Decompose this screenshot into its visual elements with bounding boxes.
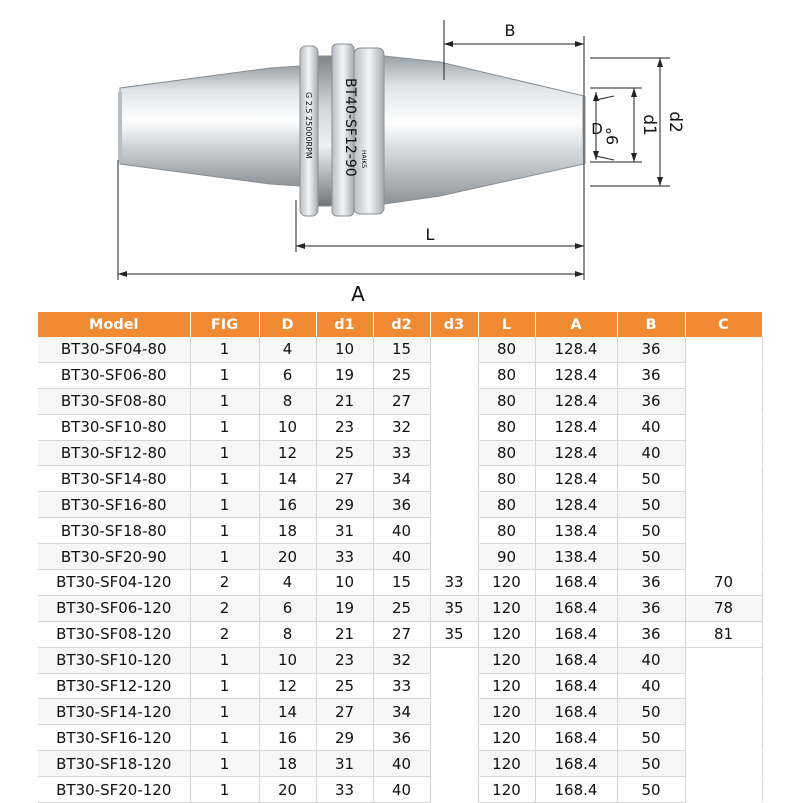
cell-b: 36 bbox=[617, 362, 685, 388]
cell-model: BT30-SF18-120 bbox=[38, 751, 190, 777]
column-header-a: A bbox=[535, 312, 617, 337]
cell-d: 20 bbox=[259, 777, 316, 803]
cell-fig: 1 bbox=[190, 440, 259, 466]
cell-b: 36 bbox=[617, 388, 685, 414]
table-header-row bbox=[38, 312, 762, 337]
cell-l: 90 bbox=[478, 544, 535, 570]
cell-c bbox=[685, 492, 762, 518]
cell-fig: 2 bbox=[190, 595, 259, 621]
cell-d2: 36 bbox=[373, 492, 430, 518]
cell-d2: 25 bbox=[373, 362, 430, 388]
cell-d2: 40 bbox=[373, 777, 430, 803]
cell-b: 36 bbox=[617, 621, 685, 647]
cell-d1: 10 bbox=[316, 337, 373, 362]
cell-model: BT30-SF12-80 bbox=[38, 440, 190, 466]
cell-b: 50 bbox=[617, 751, 685, 777]
cell-c bbox=[685, 751, 762, 777]
cell-l: 120 bbox=[478, 647, 535, 673]
cell-fig: 1 bbox=[190, 673, 259, 699]
cell-fig: 1 bbox=[190, 337, 259, 362]
cell-d1: 19 bbox=[316, 595, 373, 621]
cell-c bbox=[685, 673, 762, 699]
cell-d1: 31 bbox=[316, 518, 373, 544]
cell-d1: 23 bbox=[316, 647, 373, 673]
cell-model: BT30-SF20-90 bbox=[38, 544, 190, 570]
cell-d1: 27 bbox=[316, 699, 373, 725]
column-header-l: L bbox=[478, 312, 535, 337]
cell-l: 120 bbox=[478, 699, 535, 725]
cell-b: 36 bbox=[617, 570, 685, 596]
cell-a: 128.4 bbox=[535, 440, 617, 466]
cell-d3: 33 bbox=[430, 570, 478, 596]
cell-l: 120 bbox=[478, 751, 535, 777]
cell-c bbox=[685, 466, 762, 492]
cell-c bbox=[685, 777, 762, 803]
cell-l: 80 bbox=[478, 440, 535, 466]
cell-d: 8 bbox=[259, 388, 316, 414]
cell-d3 bbox=[430, 414, 478, 440]
cell-b: 50 bbox=[617, 492, 685, 518]
cell-d3 bbox=[430, 440, 478, 466]
cell-d3 bbox=[430, 492, 478, 518]
cell-d1: 33 bbox=[316, 544, 373, 570]
cell-fig: 1 bbox=[190, 777, 259, 803]
cell-b: 50 bbox=[617, 725, 685, 751]
cell-c bbox=[685, 518, 762, 544]
cell-b: 36 bbox=[617, 595, 685, 621]
cell-d: 16 bbox=[259, 492, 316, 518]
cell-model: BT30-SF10-80 bbox=[38, 414, 190, 440]
cell-c: 78 bbox=[685, 595, 762, 621]
table-row bbox=[38, 570, 762, 596]
table-row bbox=[38, 466, 762, 492]
cell-d: 14 bbox=[259, 466, 316, 492]
cell-l: 120 bbox=[478, 725, 535, 751]
cell-model: BT30-SF06-120 bbox=[38, 595, 190, 621]
cell-c bbox=[685, 414, 762, 440]
table-row bbox=[38, 725, 762, 751]
cell-l: 80 bbox=[478, 518, 535, 544]
cell-a: 168.4 bbox=[535, 699, 617, 725]
cell-model: BT30-SF16-120 bbox=[38, 725, 190, 751]
cell-d3 bbox=[430, 388, 478, 414]
table-row bbox=[38, 362, 762, 388]
cell-d: 16 bbox=[259, 725, 316, 751]
cell-d3 bbox=[430, 647, 478, 673]
cell-c bbox=[685, 647, 762, 673]
cone-body bbox=[384, 56, 586, 204]
dim-label-d1: d1 bbox=[639, 114, 659, 136]
table-row bbox=[38, 440, 762, 466]
cell-d2: 36 bbox=[373, 725, 430, 751]
cell-d: 18 bbox=[259, 518, 316, 544]
cell-d: 6 bbox=[259, 595, 316, 621]
cell-model: BT30-SF20-120 bbox=[38, 777, 190, 803]
cell-d1: 21 bbox=[316, 621, 373, 647]
table-row bbox=[38, 673, 762, 699]
cell-d2: 34 bbox=[373, 466, 430, 492]
cell-a: 138.4 bbox=[535, 518, 617, 544]
cell-c bbox=[685, 362, 762, 388]
cell-l: 80 bbox=[478, 362, 535, 388]
cell-b: 50 bbox=[617, 466, 685, 492]
cell-c bbox=[685, 337, 762, 362]
cell-d1: 29 bbox=[316, 492, 373, 518]
cell-b: 36 bbox=[617, 337, 685, 362]
cell-b: 40 bbox=[617, 440, 685, 466]
cell-d1: 29 bbox=[316, 725, 373, 751]
cell-d1: 19 bbox=[316, 362, 373, 388]
cell-d3 bbox=[430, 777, 478, 803]
table-row bbox=[38, 621, 762, 647]
cell-l: 120 bbox=[478, 621, 535, 647]
dim-label-l: L bbox=[425, 225, 435, 244]
cell-b: 40 bbox=[617, 647, 685, 673]
cell-fig: 2 bbox=[190, 570, 259, 596]
cell-a: 128.4 bbox=[535, 492, 617, 518]
cell-d1: 25 bbox=[316, 673, 373, 699]
table-row bbox=[38, 518, 762, 544]
column-header-d1: d1 bbox=[316, 312, 373, 337]
cell-d2: 40 bbox=[373, 751, 430, 777]
cell-c bbox=[685, 699, 762, 725]
tool-holder-drawing bbox=[0, 0, 800, 312]
cell-model: BT30-SF16-80 bbox=[38, 492, 190, 518]
cell-model: BT30-SF14-80 bbox=[38, 466, 190, 492]
cell-l: 80 bbox=[478, 492, 535, 518]
cell-d: 10 bbox=[259, 647, 316, 673]
cell-model: BT30-SF04-80 bbox=[38, 337, 190, 362]
cell-d1: 25 bbox=[316, 440, 373, 466]
cell-d1: 27 bbox=[316, 466, 373, 492]
cell-a: 128.4 bbox=[535, 466, 617, 492]
cell-fig: 1 bbox=[190, 544, 259, 570]
cell-b: 50 bbox=[617, 777, 685, 803]
cell-fig: 1 bbox=[190, 414, 259, 440]
cell-l: 80 bbox=[478, 414, 535, 440]
cell-d: 10 bbox=[259, 414, 316, 440]
cell-d: 14 bbox=[259, 699, 316, 725]
table-row bbox=[38, 699, 762, 725]
cell-d2: 33 bbox=[373, 440, 430, 466]
cell-fig: 1 bbox=[190, 518, 259, 544]
cell-a: 168.4 bbox=[535, 777, 617, 803]
cell-c: 81 bbox=[685, 621, 762, 647]
dim-label-angle: 9° bbox=[603, 126, 622, 146]
cell-a: 138.4 bbox=[535, 544, 617, 570]
cell-c bbox=[685, 440, 762, 466]
cell-d: 8 bbox=[259, 621, 316, 647]
cell-d2: 32 bbox=[373, 647, 430, 673]
cell-model: BT30-SF08-120 bbox=[38, 621, 190, 647]
column-header-d: D bbox=[259, 312, 316, 337]
cell-fig: 1 bbox=[190, 647, 259, 673]
cell-model: BT30-SF08-80 bbox=[38, 388, 190, 414]
cell-a: 128.4 bbox=[535, 388, 617, 414]
cell-d3 bbox=[430, 725, 478, 751]
cell-d3 bbox=[430, 337, 478, 362]
cell-c bbox=[685, 544, 762, 570]
cell-fig: 1 bbox=[190, 699, 259, 725]
cell-d2: 27 bbox=[373, 621, 430, 647]
cell-l: 80 bbox=[478, 466, 535, 492]
cell-d1: 31 bbox=[316, 751, 373, 777]
cell-d2: 34 bbox=[373, 699, 430, 725]
cell-a: 128.4 bbox=[535, 337, 617, 362]
cell-d: 4 bbox=[259, 337, 316, 362]
table-row bbox=[38, 751, 762, 777]
cell-model: BT30-SF04-120 bbox=[38, 570, 190, 596]
dim-label-a: A bbox=[351, 282, 365, 306]
cell-model: BT30-SF12-120 bbox=[38, 673, 190, 699]
cell-a: 168.4 bbox=[535, 595, 617, 621]
dim-label-d2: d2 bbox=[665, 111, 685, 133]
table-row bbox=[38, 595, 762, 621]
table-row bbox=[38, 388, 762, 414]
cell-d3: 35 bbox=[430, 595, 478, 621]
column-header-c: C bbox=[685, 312, 762, 337]
cell-a: 168.4 bbox=[535, 621, 617, 647]
cell-c: 70 bbox=[685, 570, 762, 596]
cell-d: 12 bbox=[259, 673, 316, 699]
cell-model: BT30-SF06-80 bbox=[38, 362, 190, 388]
cell-d3 bbox=[430, 699, 478, 725]
cell-d: 12 bbox=[259, 440, 316, 466]
cell-d: 6 bbox=[259, 362, 316, 388]
cell-d1: 33 bbox=[316, 777, 373, 803]
cell-d3 bbox=[430, 362, 478, 388]
cell-b: 50 bbox=[617, 699, 685, 725]
cell-a: 168.4 bbox=[535, 647, 617, 673]
column-header-b: B bbox=[617, 312, 685, 337]
cell-b: 40 bbox=[617, 414, 685, 440]
spec-table bbox=[38, 312, 763, 803]
cell-a: 128.4 bbox=[535, 362, 617, 388]
table-row bbox=[38, 492, 762, 518]
cell-a: 168.4 bbox=[535, 751, 617, 777]
table-row bbox=[38, 647, 762, 673]
cell-a: 168.4 bbox=[535, 725, 617, 751]
cell-fig: 1 bbox=[190, 725, 259, 751]
column-header-d2: d2 bbox=[373, 312, 430, 337]
table-row bbox=[38, 414, 762, 440]
cell-d2: 40 bbox=[373, 518, 430, 544]
cell-model: BT30-SF18-80 bbox=[38, 518, 190, 544]
cell-b: 50 bbox=[617, 544, 685, 570]
dim-label-b: B bbox=[504, 21, 516, 40]
cell-l: 120 bbox=[478, 570, 535, 596]
cell-c bbox=[685, 725, 762, 751]
cell-d2: 15 bbox=[373, 337, 430, 362]
cell-d2: 27 bbox=[373, 388, 430, 414]
table-body bbox=[38, 337, 762, 803]
cell-l: 120 bbox=[478, 777, 535, 803]
cell-fig: 1 bbox=[190, 362, 259, 388]
cell-d3: 35 bbox=[430, 621, 478, 647]
cell-d3 bbox=[430, 673, 478, 699]
cell-d2: 33 bbox=[373, 673, 430, 699]
cell-d1: 10 bbox=[316, 570, 373, 596]
cell-fig: 1 bbox=[190, 492, 259, 518]
cell-d3 bbox=[430, 466, 478, 492]
cell-d: 4 bbox=[259, 570, 316, 596]
taper-shank bbox=[118, 66, 300, 186]
cell-fig: 2 bbox=[190, 621, 259, 647]
cell-model: BT30-SF10-120 bbox=[38, 647, 190, 673]
cell-fig: 1 bbox=[190, 388, 259, 414]
table-row bbox=[38, 544, 762, 570]
engraved-small: HAIKS bbox=[360, 150, 367, 169]
cell-d2: 40 bbox=[373, 544, 430, 570]
column-header-fig: FIG bbox=[190, 312, 259, 337]
cell-d2: 15 bbox=[373, 570, 430, 596]
cell-fig: 1 bbox=[190, 466, 259, 492]
cell-d3 bbox=[430, 544, 478, 570]
cell-b: 40 bbox=[617, 673, 685, 699]
cell-d3 bbox=[430, 518, 478, 544]
cell-l: 120 bbox=[478, 595, 535, 621]
cell-l: 120 bbox=[478, 673, 535, 699]
cell-d: 20 bbox=[259, 544, 316, 570]
cell-c bbox=[685, 388, 762, 414]
engraved-balance: G 2.5 25000RPM bbox=[304, 92, 313, 159]
column-header-d3: d3 bbox=[430, 312, 478, 337]
cell-d1: 23 bbox=[316, 414, 373, 440]
cell-a: 168.4 bbox=[535, 673, 617, 699]
cell-d: 18 bbox=[259, 751, 316, 777]
cell-d2: 32 bbox=[373, 414, 430, 440]
cell-a: 168.4 bbox=[535, 570, 617, 596]
cell-b: 50 bbox=[617, 518, 685, 544]
cell-model: BT30-SF14-120 bbox=[38, 699, 190, 725]
column-header-model: Model bbox=[38, 312, 190, 337]
table-row bbox=[38, 337, 762, 362]
dim-label-d: D bbox=[591, 120, 603, 138]
cell-d3 bbox=[430, 751, 478, 777]
table-row bbox=[38, 777, 762, 803]
engraved-model: BT40-SF12-90 bbox=[342, 78, 358, 177]
cell-l: 80 bbox=[478, 337, 535, 362]
cell-d1: 21 bbox=[316, 388, 373, 414]
cell-a: 128.4 bbox=[535, 414, 617, 440]
cell-d2: 25 bbox=[373, 595, 430, 621]
cell-fig: 1 bbox=[190, 751, 259, 777]
cell-l: 80 bbox=[478, 388, 535, 414]
